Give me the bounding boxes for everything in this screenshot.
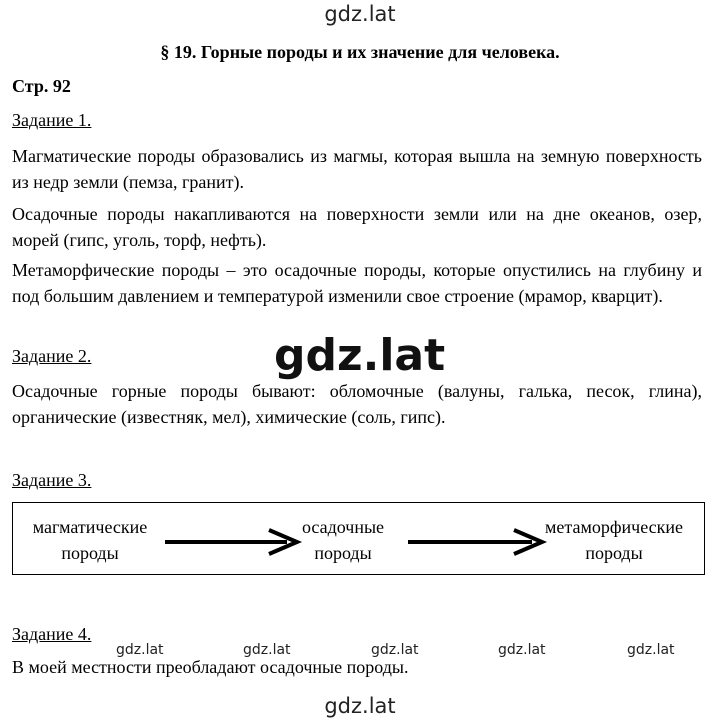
task-1-label: Задание 1.: [12, 110, 92, 130]
watermark-row-item: gdz.lat: [498, 642, 546, 658]
task-3-label: Задание 3.: [12, 470, 92, 490]
task-1-paragraph-2: Осадочные породы накапливаются на поверхности земли или на дне океанов, озер, морей (гипс, уголь, торф, нефть).: [12, 204, 702, 250]
watermark-top: gdz.lat: [324, 2, 396, 26]
watermark-row-item: gdz.lat: [371, 642, 419, 658]
watermark-row-item: gdz.lat: [243, 642, 291, 658]
node-sedimentary-line1: осадочные: [301, 517, 385, 537]
watermark-row-item: gdz.lat: [116, 642, 164, 658]
task-4-paragraph-1: В моей местности преобладают осадочные породы.: [12, 657, 409, 677]
task-1-paragraph-1: Магматические породы образовались из магмы, которая вышла на земную поверхность из недр земли (пемза, гранит).: [12, 146, 702, 192]
watermark-bottom: gdz.lat: [324, 694, 396, 718]
node-magmatic: [15, 514, 165, 566]
node-metamorphic: [529, 514, 699, 566]
node-sedimentary: [283, 514, 403, 566]
node-sedimentary-line2: породы: [314, 543, 372, 563]
node-metamorphic-line2: породы: [585, 543, 643, 563]
task-2-label: Задание 2.: [12, 346, 92, 366]
arrow-right-icon: [406, 527, 548, 557]
rock-cycle-diagram: [12, 502, 705, 575]
section-title: § 19. Горные породы и их значение для человека.: [160, 42, 560, 62]
task-4-label: Задание 4.: [12, 624, 92, 644]
arrow-right-icon: [163, 527, 303, 557]
node-metamorphic-line1: метаморфические: [545, 517, 683, 537]
node-magmatic-line1: магматические: [32, 517, 148, 537]
task-2-paragraph-1: Осадочные горные породы бывают: обломочные (валуны, галька, песок, глина), органические (известняк, мел), химические (соль, гипс).: [12, 381, 702, 427]
page-number: Стр. 92: [12, 76, 71, 96]
task-1-paragraph-3: Метаморфические породы – это осадочные породы, которые опустились на глубину и под большим давлением и температурой изменили свое строение (мрамор, кварцит).: [12, 260, 702, 306]
watermark-center: gdz.lat: [274, 330, 446, 381]
watermark-row-item: gdz.lat: [627, 642, 675, 658]
node-magmatic-line2: породы: [61, 543, 119, 563]
